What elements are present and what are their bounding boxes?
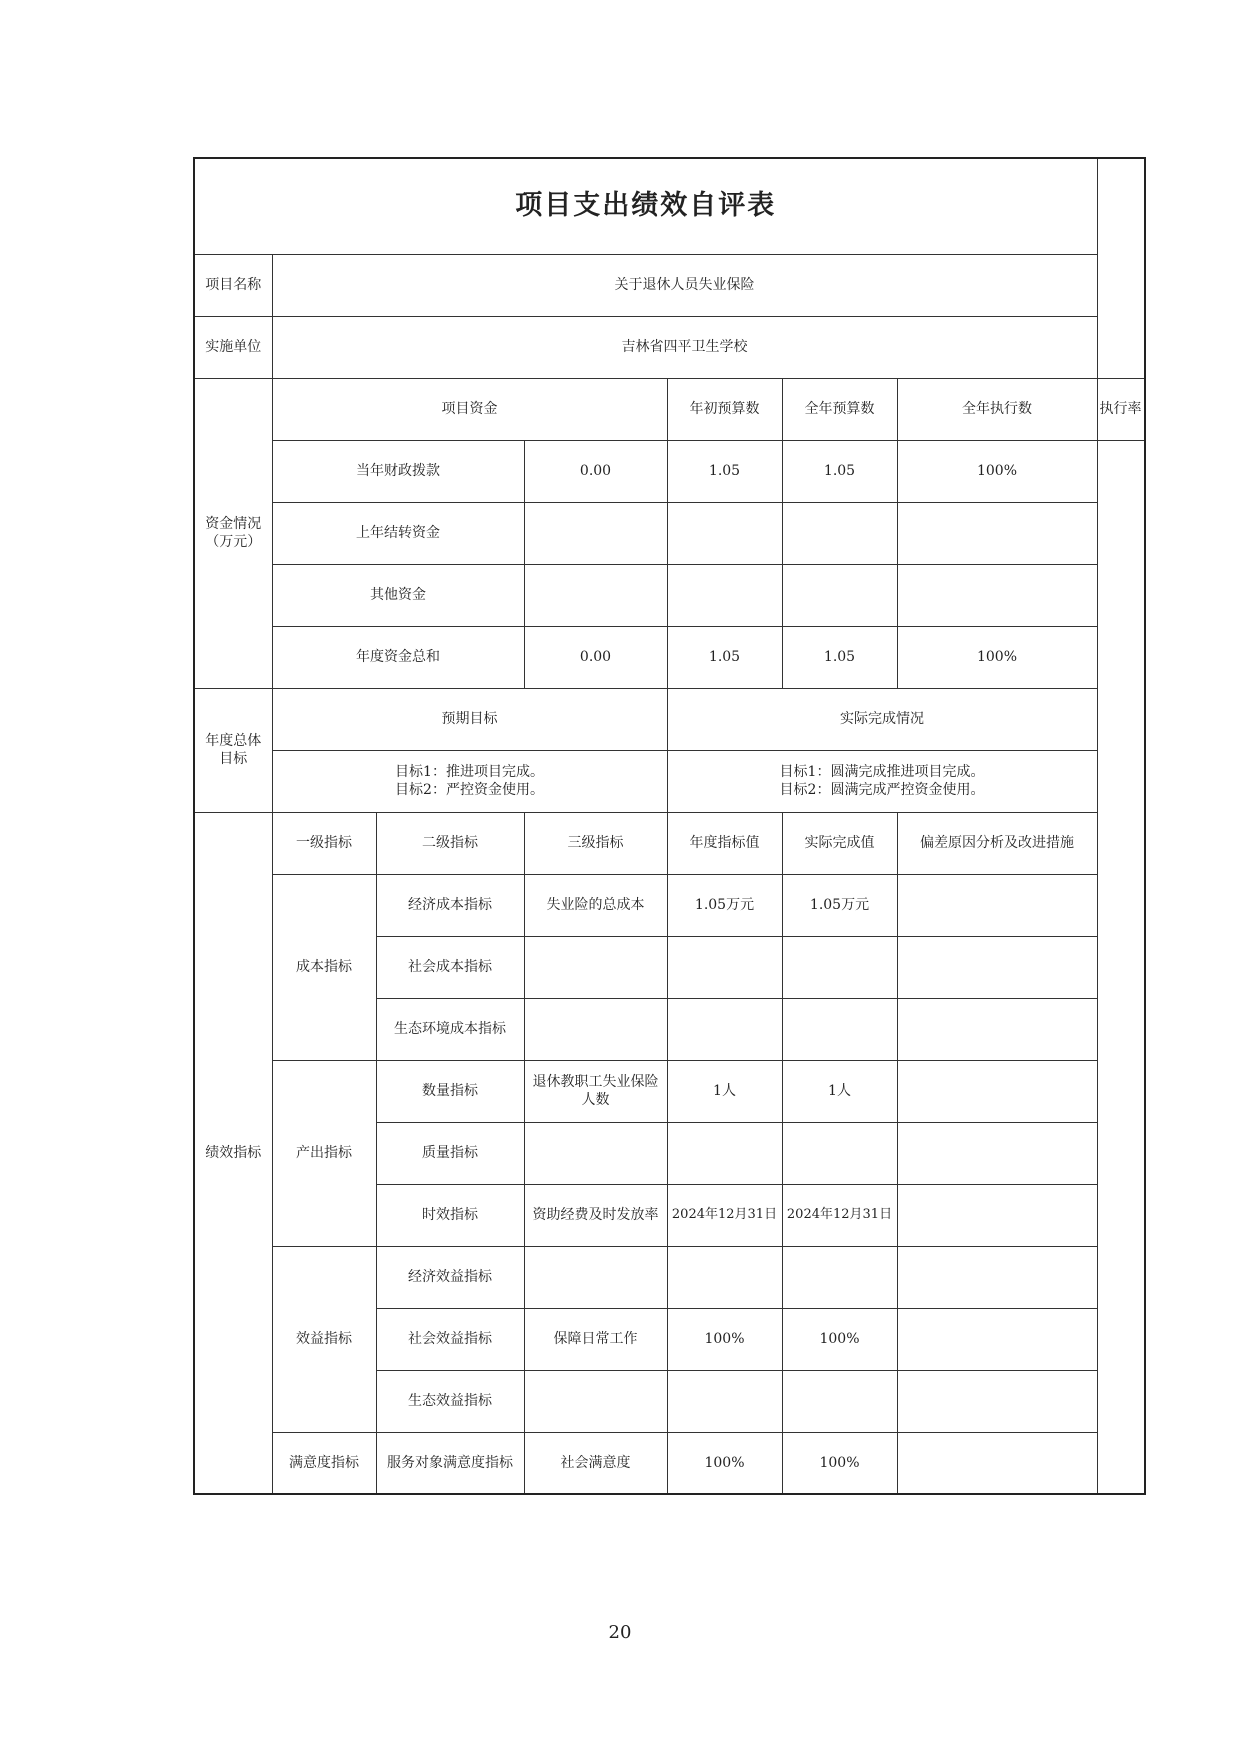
funds-row-label: 上年结转资金	[272, 502, 524, 564]
level2-indicator: 时效指标	[376, 1184, 524, 1246]
annual-target-value	[667, 1246, 782, 1308]
deviation-analysis	[897, 1432, 1097, 1494]
level3-indicator	[524, 936, 667, 998]
project-name-label: 项目名称	[194, 254, 272, 316]
actual-value: 1人	[782, 1060, 897, 1122]
level3-indicator	[524, 1122, 667, 1184]
deviation-analysis	[897, 998, 1097, 1060]
level3-indicator	[524, 998, 667, 1060]
funds-row	[194, 440, 1145, 502]
funds-row	[194, 564, 1145, 626]
implementing-unit-label: 实施单位	[194, 316, 272, 378]
actual-completion-text: 目标1：圆满完成推进项目完成。 目标2：圆满完成严控资金使用。	[667, 750, 1097, 812]
annual-target-value	[667, 1370, 782, 1432]
funds-header-annual-executed: 全年执行数	[897, 378, 1097, 440]
funds-annual-budget	[667, 502, 782, 564]
level2-indicator: 经济成本指标	[376, 874, 524, 936]
funds-initial-budget: 0.00	[524, 626, 667, 688]
funds-execution-rate: 100%	[897, 440, 1097, 502]
deviation-analysis	[897, 1060, 1097, 1122]
cost-indicators-label: 成本指标	[272, 874, 376, 1060]
annual-target-value	[667, 1122, 782, 1184]
performance-indicators-label: 绩效指标	[194, 812, 272, 1494]
actual-value: 2024年12月31日	[782, 1184, 897, 1246]
actual-value	[782, 1122, 897, 1184]
funds-initial-budget	[524, 564, 667, 626]
actual-value	[782, 1246, 897, 1308]
page-title: 项目支出绩效自评表	[194, 158, 1097, 254]
level3-indicator	[524, 1370, 667, 1432]
level2-indicator: 社会效益指标	[376, 1308, 524, 1370]
header-actual-value: 实际完成值	[782, 812, 897, 874]
funds-annual-budget	[667, 564, 782, 626]
level2-indicator: 服务对象满意度指标	[376, 1432, 524, 1494]
actual-value: 100%	[782, 1432, 897, 1494]
actual-value	[782, 1370, 897, 1432]
header-deviation-analysis: 偏差原因分析及改进措施	[897, 812, 1097, 874]
annual-goals-label: 年度总体 目标	[194, 688, 272, 812]
funds-header-execution-rate: 执行率	[1097, 378, 1145, 440]
annual-target-value: 100%	[667, 1432, 782, 1494]
funds-annual-executed	[782, 564, 897, 626]
funds-annual-budget: 1.05	[667, 626, 782, 688]
funds-initial-budget	[524, 502, 667, 564]
funds-row	[194, 502, 1145, 564]
deviation-analysis	[897, 936, 1097, 998]
funds-row-label: 当年财政拨款	[272, 440, 524, 502]
annual-target-value: 1人	[667, 1060, 782, 1122]
level3-indicator: 退休教职工失业保险人数	[524, 1060, 667, 1122]
annual-target-value: 100%	[667, 1308, 782, 1370]
self-evaluation-table	[193, 157, 1146, 1495]
funds-annual-executed	[782, 502, 897, 564]
funds-execution-rate: 100%	[897, 626, 1097, 688]
funds-header-annual-budget: 全年预算数	[782, 378, 897, 440]
deviation-analysis	[897, 1370, 1097, 1432]
header-level3-indicator: 三级指标	[524, 812, 667, 874]
annual-target-value	[667, 936, 782, 998]
level2-indicator: 生态环境成本指标	[376, 998, 524, 1060]
actual-value	[782, 936, 897, 998]
actual-value: 100%	[782, 1308, 897, 1370]
funds-annual-budget: 1.05	[667, 440, 782, 502]
level2-indicator: 数量指标	[376, 1060, 524, 1122]
deviation-analysis	[897, 1122, 1097, 1184]
annual-target-value: 2024年12月31日	[667, 1184, 782, 1246]
level3-indicator: 资助经费及时发放率	[524, 1184, 667, 1246]
funds-section-label: 资金情况 （万元）	[194, 378, 272, 688]
actual-completion-header: 实际完成情况	[667, 688, 1097, 750]
output-indicators-label: 产出指标	[272, 1060, 376, 1246]
deviation-analysis	[897, 1246, 1097, 1308]
actual-value: 1.05万元	[782, 874, 897, 936]
funds-execution-rate	[897, 564, 1097, 626]
deviation-analysis	[897, 874, 1097, 936]
funds-row-label: 年度资金总和	[272, 626, 524, 688]
expected-goals-text: 目标1：推进项目完成。 目标2：严控资金使用。	[272, 750, 667, 812]
annual-target-value: 1.05万元	[667, 874, 782, 936]
indicator-row	[194, 874, 1145, 936]
level2-indicator: 社会成本指标	[376, 936, 524, 998]
actual-value	[782, 998, 897, 1060]
deviation-analysis	[897, 1308, 1097, 1370]
level3-indicator	[524, 1246, 667, 1308]
header-level1-indicator: 一级指标	[272, 812, 376, 874]
funds-row	[194, 626, 1145, 688]
header-level2-indicator: 二级指标	[376, 812, 524, 874]
project-name-value: 关于退休人员失业保险	[272, 254, 1097, 316]
page-number: 20	[608, 1622, 632, 1643]
funds-header-project-funds: 项目资金	[272, 378, 667, 440]
funds-header-initial-budget: 年初预算数	[667, 378, 782, 440]
level2-indicator: 质量指标	[376, 1122, 524, 1184]
indicator-row	[194, 1432, 1145, 1494]
funds-execution-rate	[897, 502, 1097, 564]
indicator-row	[194, 1060, 1145, 1122]
header-annual-target: 年度指标值	[667, 812, 782, 874]
satisfaction-indicators-label: 满意度指标	[272, 1432, 376, 1494]
implementing-unit-value: 吉林省四平卫生学校	[272, 316, 1097, 378]
annual-target-value	[667, 998, 782, 1060]
level3-indicator: 社会满意度	[524, 1432, 667, 1494]
level2-indicator: 经济效益指标	[376, 1246, 524, 1308]
level2-indicator: 生态效益指标	[376, 1370, 524, 1432]
funds-annual-executed: 1.05	[782, 626, 897, 688]
funds-row-label: 其他资金	[272, 564, 524, 626]
funds-initial-budget: 0.00	[524, 440, 667, 502]
level3-indicator: 保障日常工作	[524, 1308, 667, 1370]
deviation-analysis	[897, 1184, 1097, 1246]
expected-goals-header: 预期目标	[272, 688, 667, 750]
indicator-row	[194, 1246, 1145, 1308]
funds-annual-executed: 1.05	[782, 440, 897, 502]
benefit-indicators-label: 效益指标	[272, 1246, 376, 1432]
level3-indicator: 失业险的总成本	[524, 874, 667, 936]
